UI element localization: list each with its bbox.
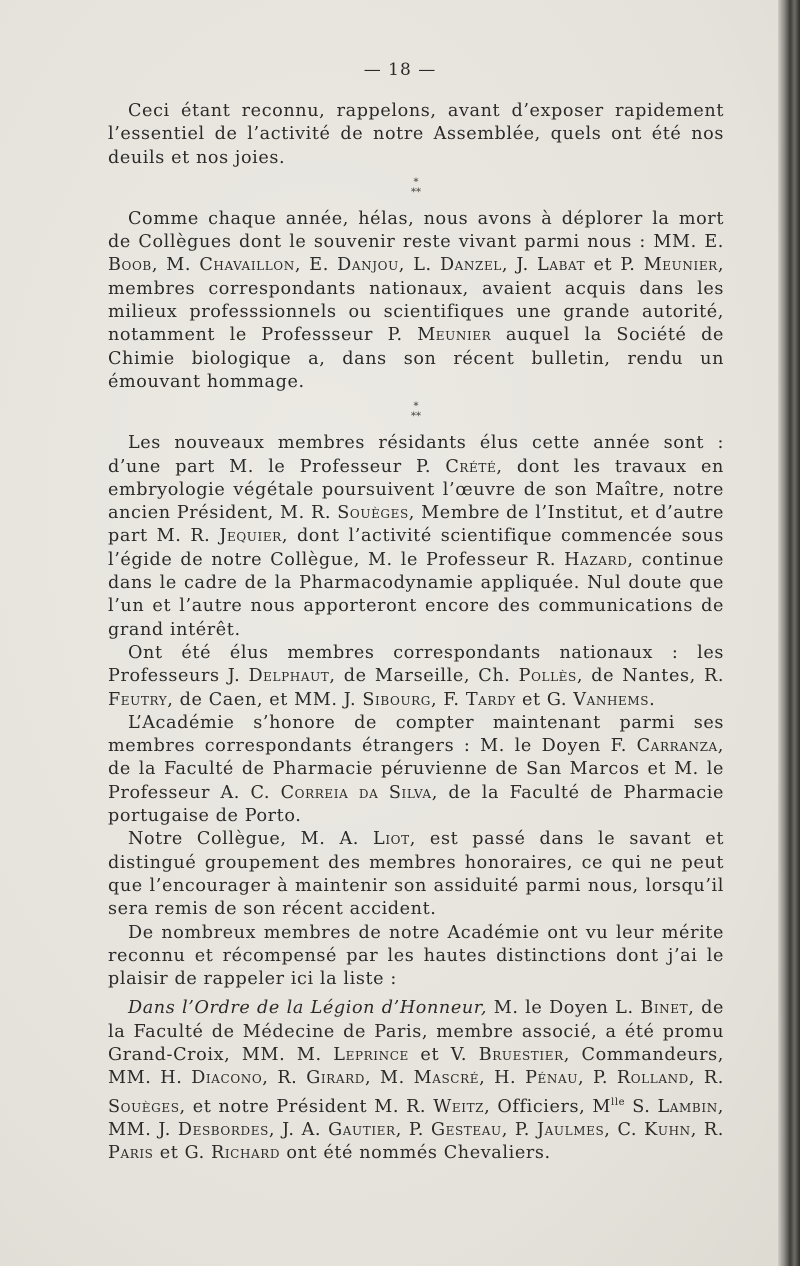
person-name: Hazard — [564, 549, 628, 570]
page-binding-edge — [778, 0, 800, 1266]
person-name: Souèges — [108, 1096, 180, 1117]
person-name: Meunier — [417, 325, 492, 346]
person-name: Lambin — [657, 1096, 718, 1117]
person-name: Crété — [445, 456, 497, 477]
person-name: Mascré — [413, 1068, 480, 1089]
paragraph-honorary: Notre Collègue, M. A. Liot, est passé dans le savant et distingué groupement des membres honoraires, ce qui ne peut que l’encourager à maintenir son assiduité parmi nous, lorsqu’il sera remis de son récent accident. — [108, 829, 724, 920]
person-name: Bruestier — [478, 1044, 564, 1065]
separator-star-bottom: ** — [411, 186, 421, 198]
order-name: Dans l’Ordre de la Légion d’Honneur, — [128, 998, 488, 1019]
paragraph-deaths: Comme chaque année, hélas, nous avons à déplorer la mort de Collègues dont le souvenir reste vivant parmi nous : MM. E. Boob, M. Chavaillon, E. Danjou, L. Danzel, J. Labat et P. Meunier, membres correspondants nationaux, avaient acquis dans les milieux professsionnels ou scientifiques une grande autorité, notamment le Professseur P. Meunier auquel la Société de Chimie biologique a, dans son récent bulletin, rendu un émouvant hommage. — [108, 208, 725, 392]
person-name: Paris — [108, 1143, 154, 1164]
person-name: Weitz — [433, 1096, 485, 1117]
person-name: Delphaut — [248, 666, 330, 687]
section-separator-stars — [108, 178, 724, 198]
person-name: Danzel — [439, 255, 502, 276]
page-number: — 18 — — [363, 60, 437, 80]
person-name: Tardy — [465, 689, 516, 710]
person-name: Boob — [108, 255, 152, 276]
person-name: Gesteau — [430, 1119, 502, 1140]
person-name: Richard — [211, 1143, 281, 1164]
person-name: Girard — [306, 1068, 365, 1089]
person-name: Gautier — [328, 1119, 396, 1140]
person-name: Danjou — [337, 255, 399, 276]
person-name: Kuhn — [644, 1119, 691, 1140]
person-name: Desbordes — [177, 1119, 269, 1140]
person-name: Pollès — [518, 666, 577, 687]
person-name: Rolland — [616, 1068, 689, 1089]
separator-star-bottom: ** — [411, 411, 421, 423]
person-name: Pénau — [525, 1068, 578, 1089]
person-name: Diacono — [191, 1068, 263, 1089]
person-name: Liot — [373, 829, 410, 850]
person-name: Feutry — [108, 689, 168, 710]
person-name: Binet — [640, 998, 689, 1019]
person-name: Meunier — [643, 255, 718, 276]
person-name: Souèges — [337, 503, 409, 524]
paragraph-distinctions-intro: De nombreux membres de notre Académie ont vu leur mérite reconnu et récompensé par les hautes distinctions dont j’ai le plaisir de rappeler ici la liste : — [108, 922, 724, 990]
separator-star-top: * — [413, 176, 419, 188]
person-name: Jequier — [219, 526, 282, 547]
paragraph-new-members: Les nouveaux membres résidants élus cette année sont : d’une part M. le Professeur P. Crété, dont les travaux en embryologie végétale poursuivent l’œuvre de son Maître, notre ancien Président, M. R. Souèges, Membre de l’Institut, et d’autre part M. R. Jequier, dont l’activité scientifique commencée sous l’égide de notre Collègue, M. le Professeur R. Hazard, continue dans le cadre de la Pharmacodynamie appliquée. Nul doute que l’un et l’autre nous apporteront encore des communications de grand intérêt. — [108, 433, 724, 640]
separator-star-top: * — [413, 401, 419, 413]
superscript: lle — [611, 1096, 626, 1108]
person-name: Chavaillon — [199, 255, 295, 276]
person-name: Labat — [537, 255, 586, 276]
paragraph-national-correspondents: Ont été élus membres correspondants nationaux : les Professeurs J. Delphaut, de Marseille, Ch. Pollès, de Nantes, R. Feutry, de Caen, et MM. J. Sibourg, F. Tardy et G. Vanhems. — [108, 642, 725, 710]
page-body — [108, 100, 724, 1165]
person-name: Jaulmes — [537, 1119, 605, 1140]
person-name: Correia da Silva — [280, 782, 432, 803]
person-name: Sibourg — [362, 689, 431, 710]
person-name: Leprince — [333, 1044, 409, 1065]
section-separator-stars — [108, 402, 724, 422]
paragraph-legion-honneur: Dans l’Ordre de la Légion d’Honneur, M. le Doyen L. Binet, de la Faculté de Médecine de Paris, membre associé, a été promu Grand-Croix, MM. M. Leprince et V. Bruestier, Commandeurs, MM. H. Diacono, R. Girard, M. Mascré, H. Pénau, P. Rolland, R. Souèges, et notre Président M. R. Weitz, Officiers, $M^{lle}$ S. Lambin, MM. J. Desbordes, J. A. Gautier, P. Gesteau, P. Jaulmes, C. Kuhn, R. Paris et G. Richard ont été nommés Chevaliers. — [108, 998, 724, 1164]
person-name: Vanhems — [573, 689, 650, 710]
paragraph-foreign-correspondents: L’Académie s’honore de compter maintenant parmi ses membres correspondants étrangers : M. le Doyen F. Carranza, de la Faculté de Pharmacie péruvienne de San Marcos et M. le Professeur A. C. Correia da Silva, de la Faculté de Pharmacie portugaise de Porto. — [108, 712, 724, 827]
paragraph-intro: Ceci étant reconnu, rappelons, avant d’exposer rapidement l’essentiel de l’activité de notre Assemblée, quels ont été nos deuils et nos joies. — [108, 101, 724, 168]
person-name: Carranza — [636, 736, 718, 757]
